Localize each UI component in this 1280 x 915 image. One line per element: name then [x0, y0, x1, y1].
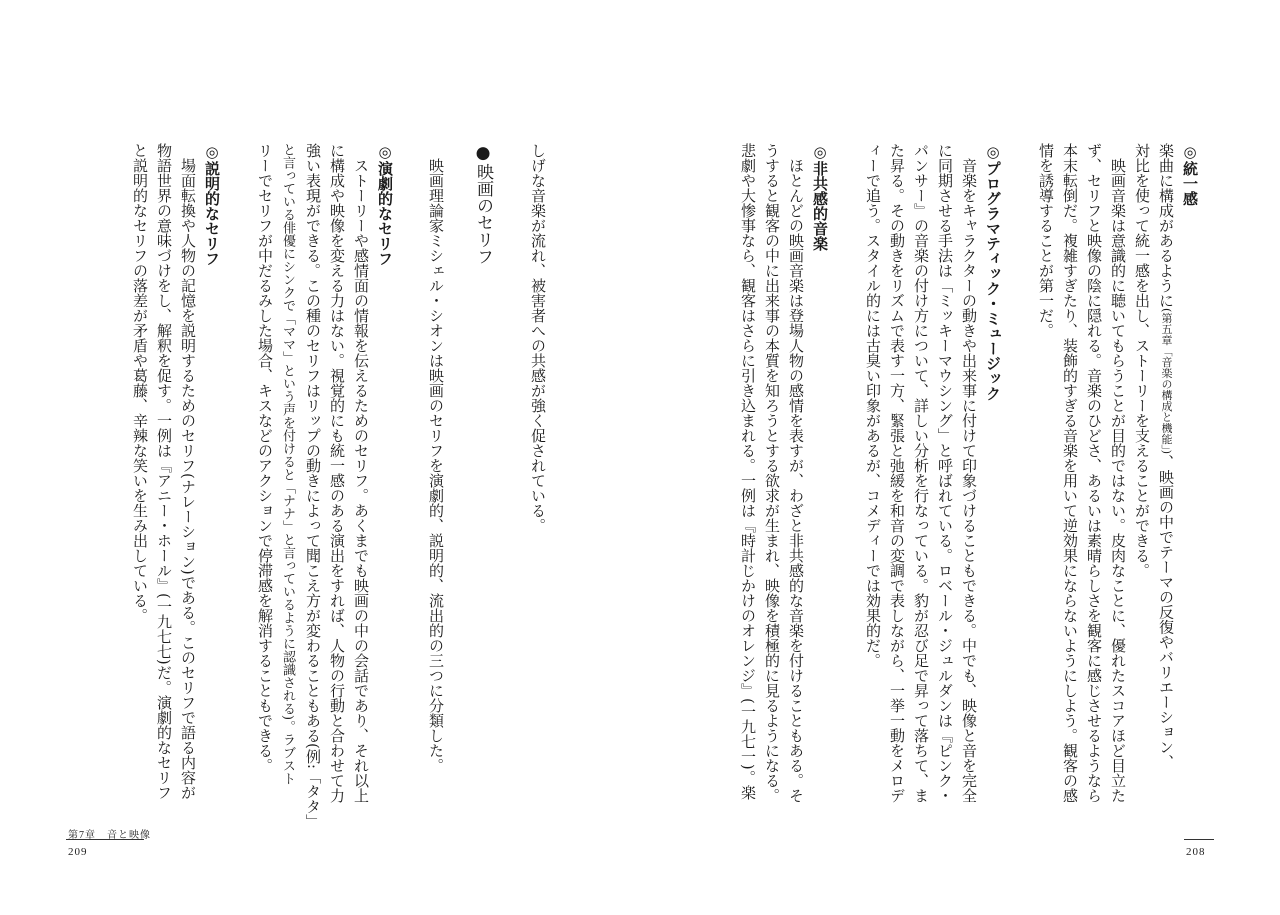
text-line: うすると観客の中に出来事の本質を知ろうとする欲求が生まれ、映像を積極的に見るようになる。 — [763, 143, 781, 803]
text-line: ず、セリフと映像の陰に隠れる。音楽のひどさ、あるいは素晴らしさを観客に感じさせるようなら — [1085, 143, 1103, 803]
text-line: ストーリーや感情面の情報を伝えるためのセリフ。あくまでも映画の中の会話であり、それ以上 — [352, 143, 370, 803]
heading-theatrical-dialogue: ◎演劇的なセリフ — [376, 143, 394, 266]
footer-rule — [66, 839, 144, 840]
text-line: に構成や映像を変える力はない。視覚的にも統一感のある演出をすれば、人物の行動と合わせて力 — [328, 143, 346, 803]
heading-unity: ◎統一感 — [1181, 143, 1199, 206]
text-line: 悲劇や大惨事なら、観客はさらに引き込まれる。一例は『時計じかけのオレンジ』(一九七一)。楽 — [739, 143, 757, 800]
heading-non-empathetic-music: ◎非共感的音楽 — [811, 143, 829, 251]
text-line: 音楽をキャラクターの動きや出来事に付けて印象づけることもできる。中でも、映像と音を完全 — [960, 143, 978, 803]
text-line: 本末転倒だ。複雑すぎたり、装飾的すぎる音楽を用いて逆効果にならないようにしよう。観客の感 — [1061, 143, 1079, 803]
inline-note: (第五章「音楽の構成と機能」) — [1160, 308, 1173, 455]
text-line: た昇る。その動きをリズムで表す一方、緊張と弛緩を和音の変調で表しながら、一挙一動をメロデ — [888, 143, 906, 803]
text-line: と言っている俳優にシンクで「ママ」という声を付けると「ナナ」と言っているように認識される)。ラブスト — [280, 143, 295, 786]
text-line: 映画理論家ミシェル・シオンは映画のセリフを演劇的、説明的、流出的の三つに分類した。 — [427, 143, 445, 773]
text-line: 強い表現ができる。この種のセリフはリップの動きによって聞こえ方が変わることもある(例:「タタ」 — [304, 143, 322, 829]
text-line: に同期させる手法は「ミッキーマウシング」と呼ばれている。ロベール・ジュルダンは『ピンク・ — [936, 143, 954, 803]
text-line: 場面転換や人物の記憶を説明するためのセリフ(ナレーション)である。このセリフで語る内容が — [179, 143, 197, 800]
text-line: リーでセリフが中だるみした場合、キスなどのアクションで停滞感を解消することもできる。 — [256, 143, 274, 773]
page-number-left: 209 — [68, 846, 88, 858]
page-number-right: 208 — [1186, 846, 1206, 858]
text-line: ィーで追う。スタイル的には古臭い印象があるが、コメディーでは効果的だ。 — [864, 143, 882, 668]
chapter-label: 第7章 音と映像 — [68, 830, 151, 841]
text-line: と説明的なセリフの落差が矛盾や葛藤、辛辣な笑いを生み出している。 — [131, 143, 149, 623]
text-run: 、映画の中でテーマの反復やバリエーション、 — [1157, 454, 1175, 770]
heading-explanatory-dialogue: ◎説明的なセリフ — [203, 143, 221, 266]
text-line: 対比を使って統一感を出し、ストーリーを支えることができる。 — [1133, 143, 1151, 578]
text-line: パンサー』の音楽の付け方について、詳しい分析を行なっている。豹が忍び足で昇って落ちて、ま — [912, 143, 930, 803]
text-line: しげな音楽が流れ、被害者への共感が強く促されている。 — [529, 143, 547, 533]
heading-programmatic-music: ◎プログラマティック・ミュージック — [984, 143, 1002, 401]
text-line: 情を誘導することが第一だ。 — [1037, 143, 1055, 338]
section-heading-film-dialogue: ●映画のセリフ — [473, 143, 493, 265]
text-line: 物語世界の意味づけをし、解釈を促す。一例は『アニー・ホール』(一九七七)だ。演劇的なセリフ — [155, 143, 173, 800]
text-line: 映画音楽は意識的に聴いてもらうことが目的ではない。皮肉なことに、優れたスコアほど目立た — [1109, 143, 1127, 803]
text-run: 楽曲に構成があるように — [1157, 143, 1175, 308]
text-line: ほとんどの映画音楽は登場人物の感情を表すが、わざと非共感的な音楽を付けることもある。そ — [787, 143, 805, 803]
text-line — [1158, 143, 1173, 783]
footer-rule — [1184, 839, 1214, 840]
